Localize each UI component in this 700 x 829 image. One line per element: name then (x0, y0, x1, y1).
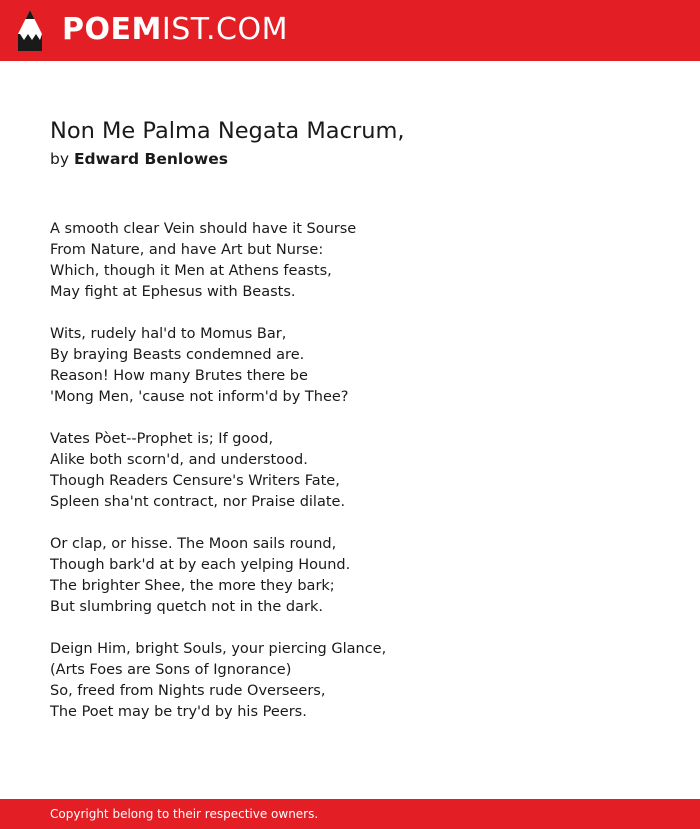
poem-line: But slumbring quetch not in the dark. (50, 599, 323, 615)
poem-line: The brighter Shee, the more they bark; (50, 578, 335, 594)
poem-line: Which, though it Men at Athens feasts, (50, 263, 332, 279)
poem-line: Though Readers Censure's Writers Fate, (50, 473, 340, 489)
poem-line: Alike both scorn'd, and understood. (50, 452, 308, 468)
poem-line: Reason! How many Brutes there be (50, 368, 308, 384)
poem-line: May fight at Ephesus with Beasts. (50, 284, 296, 300)
poem-line: 'Mong Men, 'cause not inform'd by Thee? (50, 389, 349, 405)
poem-line: A smooth clear Vein should have it Sourse (50, 221, 357, 237)
poem-body (50, 219, 650, 744)
site-logo[interactable] (62, 12, 288, 48)
poem-line: Though bark'd at by each yelping Hound. (50, 557, 351, 573)
poem-line: So, freed from Nights rude Overseers, (50, 683, 326, 699)
pencil-tip-icon[interactable] (17, 10, 43, 51)
poem-line: The Poet may be try'd by his Peers. (50, 704, 307, 720)
poem-byline (50, 148, 228, 170)
poem-line: Wits, rudely hal'd to Momus Bar, (50, 326, 287, 342)
by-label: by (50, 150, 70, 168)
logo-bold-text: POEM (62, 12, 162, 47)
poem-line: Vates Pòet--Prophet is; If good, (50, 431, 274, 447)
poem-line: Spleen sha'nt contract, nor Praise dilate. (50, 494, 346, 510)
poem-line: (Arts Foes are Sons of Ignorance) (50, 662, 292, 678)
poem-line: From Nature, and have Art but Nurse: (50, 242, 324, 258)
site-footer (0, 799, 700, 829)
stanza (50, 324, 650, 408)
site-header (0, 0, 700, 61)
copyright-notice: Copyright belong to their respective owners. (50, 807, 319, 821)
author-name: Edward Benlowes (73, 150, 228, 168)
stanza (50, 219, 650, 303)
poem-line: By braying Beasts condemned are. (50, 347, 305, 363)
stanza (50, 429, 650, 513)
logo-light-text: IST.COM (161, 12, 288, 47)
poem-title: Non Me Palma Negata Macrum, (50, 118, 405, 144)
stanza (50, 639, 650, 723)
stanza (50, 534, 650, 618)
poem-line: Deign Him, bright Souls, your piercing Glance, (50, 641, 387, 657)
poem-line: Or clap, or hisse. The Moon sails round, (50, 536, 337, 552)
